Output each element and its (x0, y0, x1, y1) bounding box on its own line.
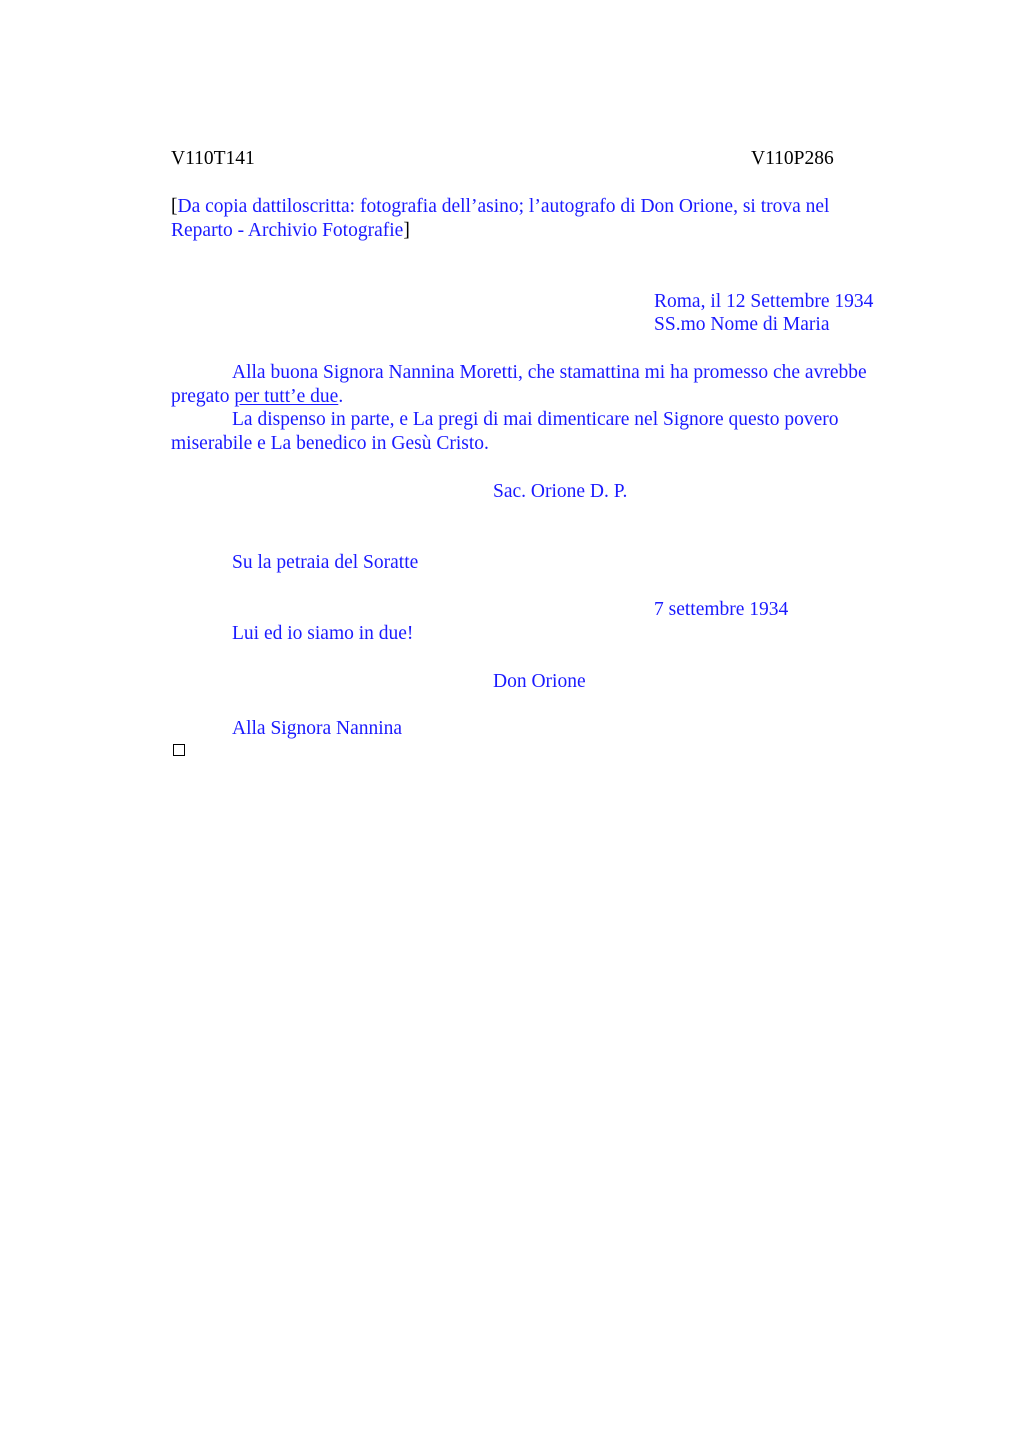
header-left-code: V110T141 (171, 148, 255, 169)
source-note-close-bracket: ] (403, 220, 410, 241)
caption-date: 7 settembre 1934 (654, 599, 789, 620)
source-note-open-bracket: [ (171, 196, 178, 217)
paragraph-1-underlined: per tutt’e due (234, 386, 339, 407)
letter-paragraph-2: La dispenso in parte, e La pregi di mai dimenticare nel Signore questo povero miserabile e La benedico in Gesù Cristo. (171, 409, 839, 454)
caption-signature: Don Orione (493, 671, 586, 692)
header-right-code: V110P286 (751, 148, 834, 169)
caption-line-2: Lui ed io siamo in due! (232, 623, 414, 644)
caption-line-1: Su la petraia del Soratte (232, 552, 419, 573)
source-note-text: Da copia dattiloscritta: fotografia dell’asino; l’autografo di Don Orione, si trova nel Reparto - Archivio Fotografie (171, 196, 830, 241)
letter-signature: Sac. Orione D. P. (493, 481, 628, 502)
caption-dedication: Alla Signora Nannina (232, 718, 403, 739)
letter-feast: SS.mo Nome di Maria (654, 314, 830, 335)
end-box-marker (173, 744, 185, 756)
letter-paragraph-1 (171, 361, 911, 409)
letter-place-date: Roma, il 12 Settembre 1934 (654, 291, 874, 312)
paragraph-1-end: . (338, 386, 344, 407)
source-note (171, 195, 891, 243)
paragraph-1-text: Alla buona Signora Nannina Moretti, che stamattina mi ha promesso che avrebbe pregato (171, 362, 867, 407)
